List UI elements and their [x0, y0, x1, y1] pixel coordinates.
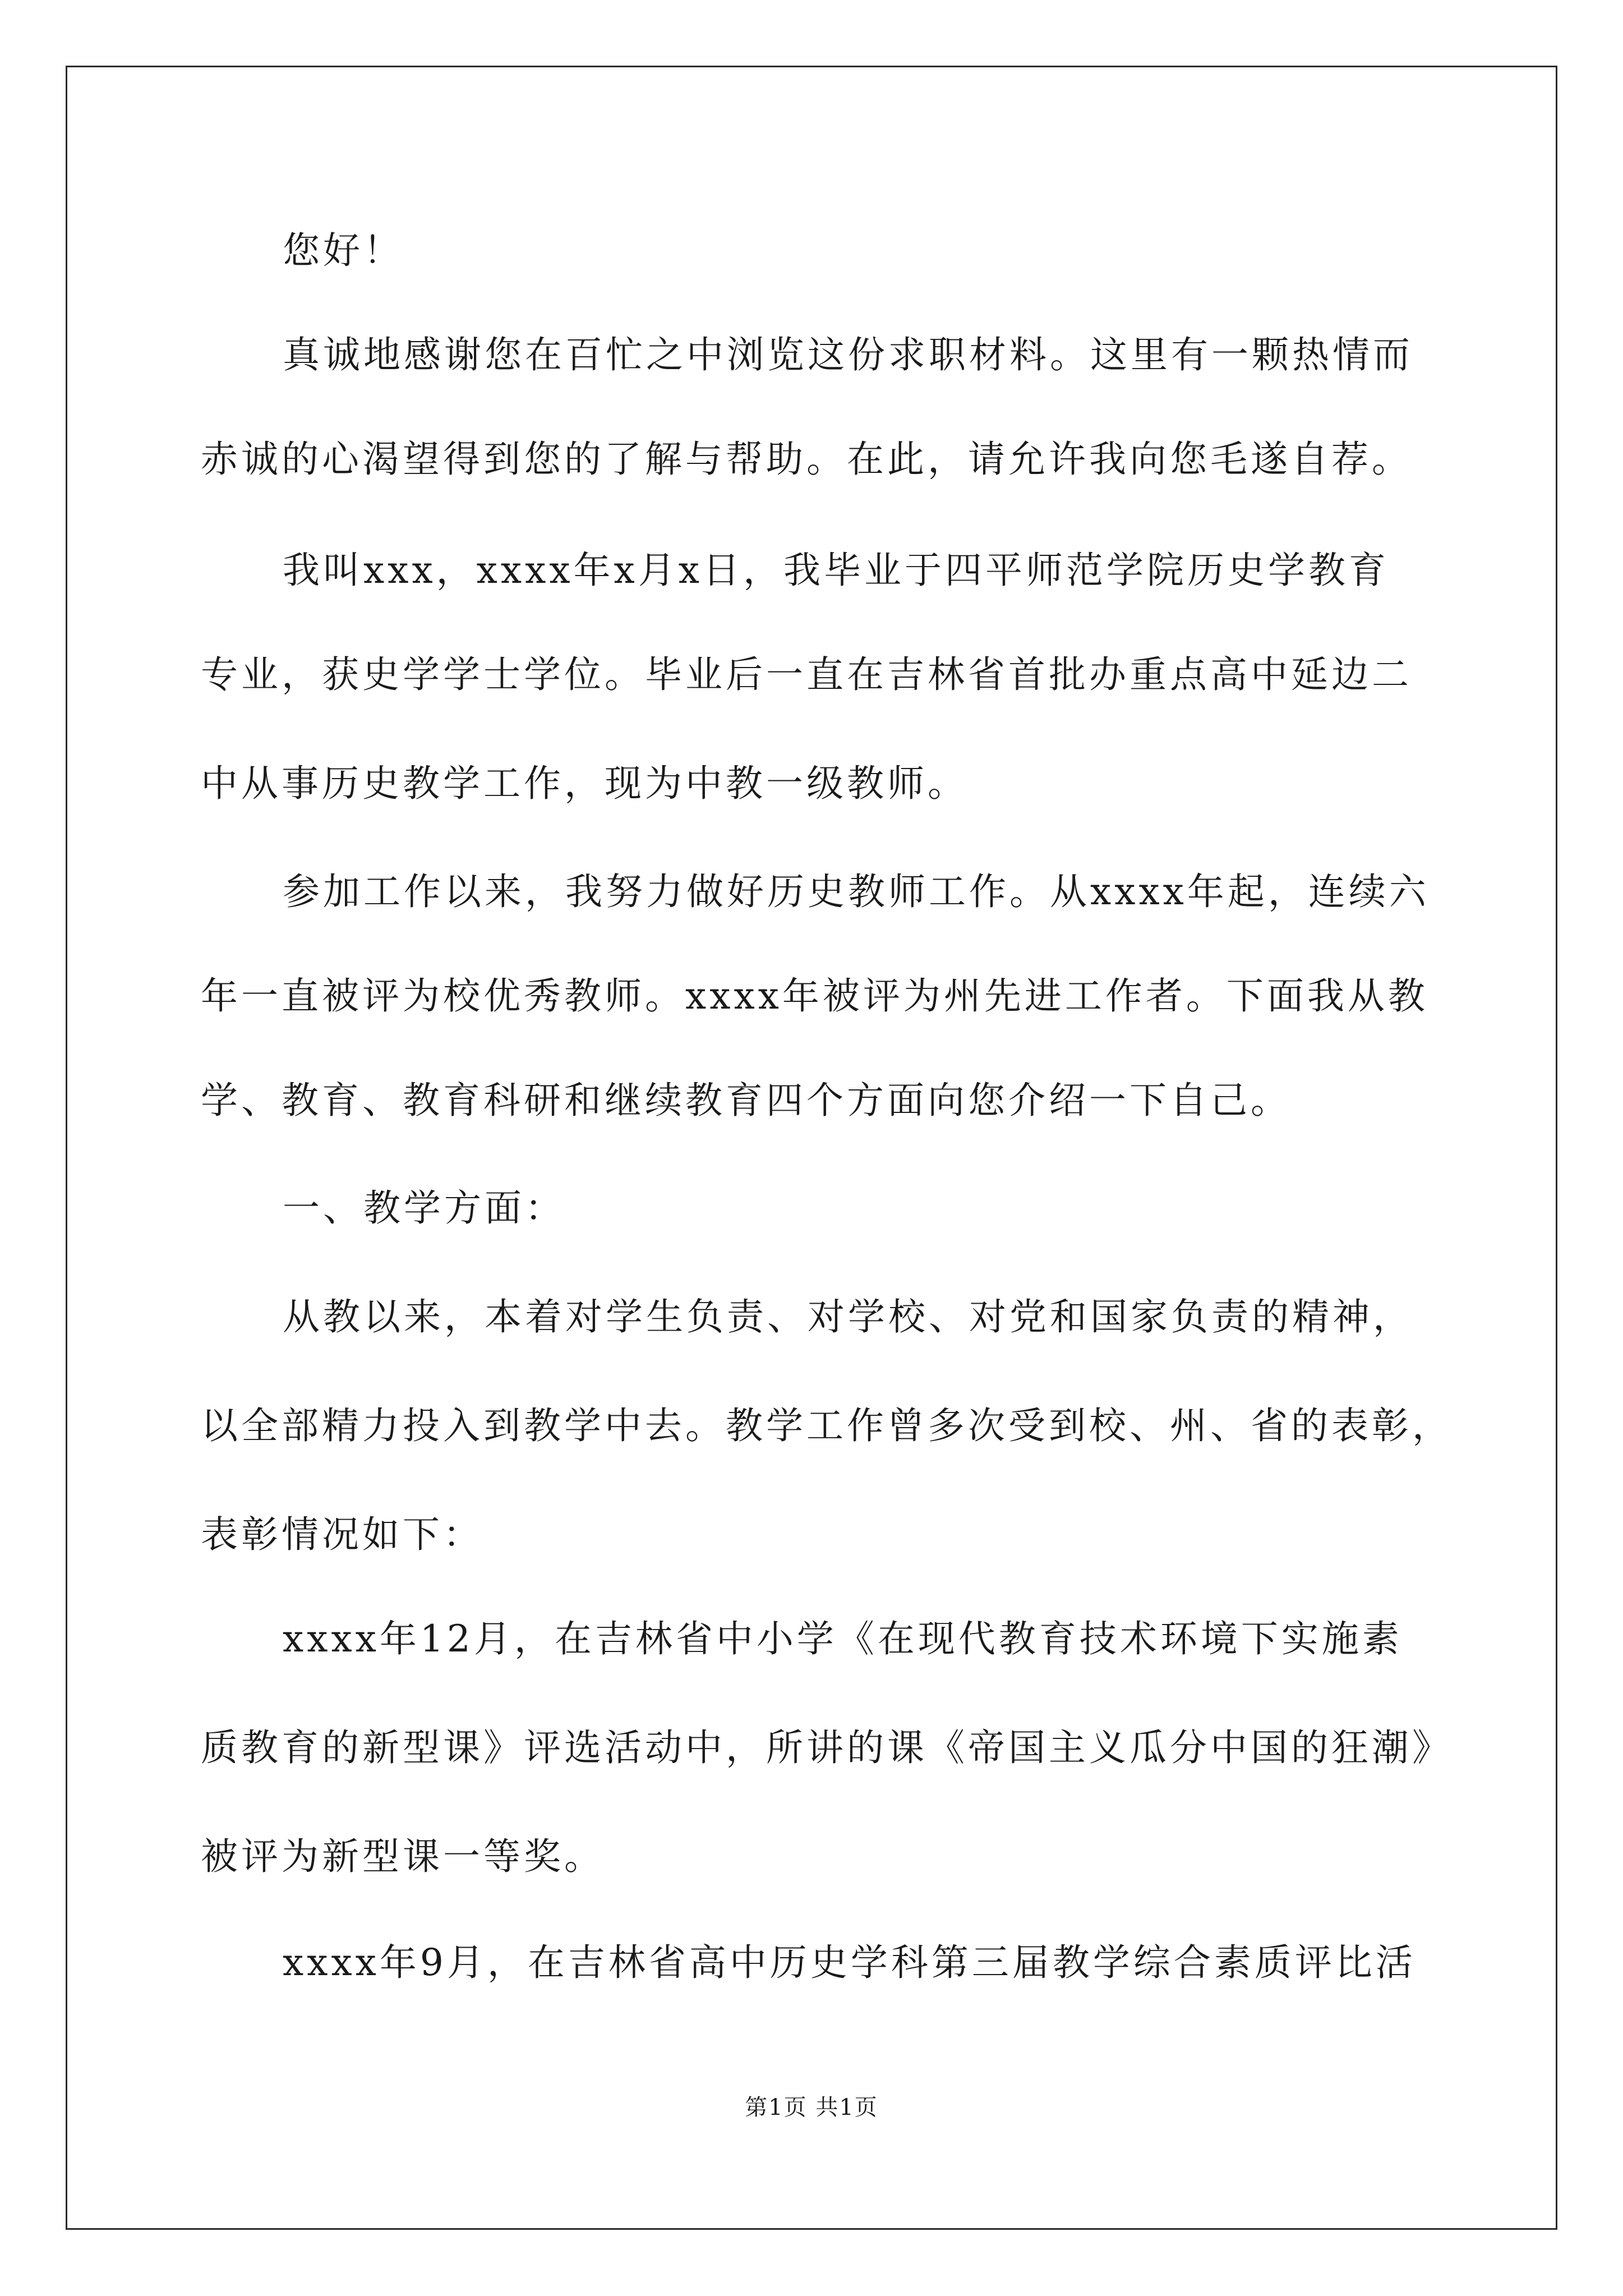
page-footer: 第1页 共1页 — [745, 2095, 878, 2120]
text-line: 您好！ — [283, 229, 404, 272]
text-line: 从教以来，本着对学生负责、对学校、对党和国家负责的精神， — [283, 1295, 1413, 1338]
text-line: xxxx年12月，在吉林省中小学《在现代教育技术环境下实施素 — [283, 1617, 1403, 1660]
text-line: 以全部精力投入到教学中去。教学工作曾多次受到校、州、省的表彰， — [201, 1404, 1453, 1447]
text-line: 中从事历史教学工作，现为中教一级教师。 — [201, 762, 968, 805]
text-line: 学、教育、教育科研和继续教育四个方面向您介绍一下自己。 — [201, 1079, 1291, 1122]
text-line: 赤诚的心渴望得到您的了解与帮助。在此，请允许我向您毛遂自荐。 — [201, 438, 1412, 481]
text-line: 我叫xxx，xxxx年x月x日，我毕业于四平师范学院历史学教育 — [283, 549, 1389, 592]
text-line: 被评为新型课一等奖。 — [201, 1835, 605, 1878]
text-line: xxxx年9月，在吉林省高中历史学科第三届教学综合素质评比活 — [283, 1941, 1416, 1984]
text-line: 表彰情况如下： — [201, 1513, 483, 1556]
text-line: 真诚地感谢您在百忙之中浏览这份求职材料。这里有一颗热情而 — [283, 333, 1413, 376]
page-border — [66, 66, 1557, 2230]
text-line: 一、教学方面： — [283, 1186, 565, 1230]
text-line: 质教育的新型课》评选活动中，所讲的课《帝国主义瓜分中国的狂潮》 — [201, 1726, 1453, 1769]
text-line: 参加工作以来，我努力做好历史教师工作。从xxxx年起，连续六 — [283, 870, 1430, 913]
text-line: 专业，获史学学士学位。毕业后一直在吉林省首批办重点高中延边二 — [201, 653, 1412, 696]
text-line: 年一直被评为校优秀教师。xxxx年被评为州先进工作者。下面我从教 — [201, 974, 1428, 1018]
